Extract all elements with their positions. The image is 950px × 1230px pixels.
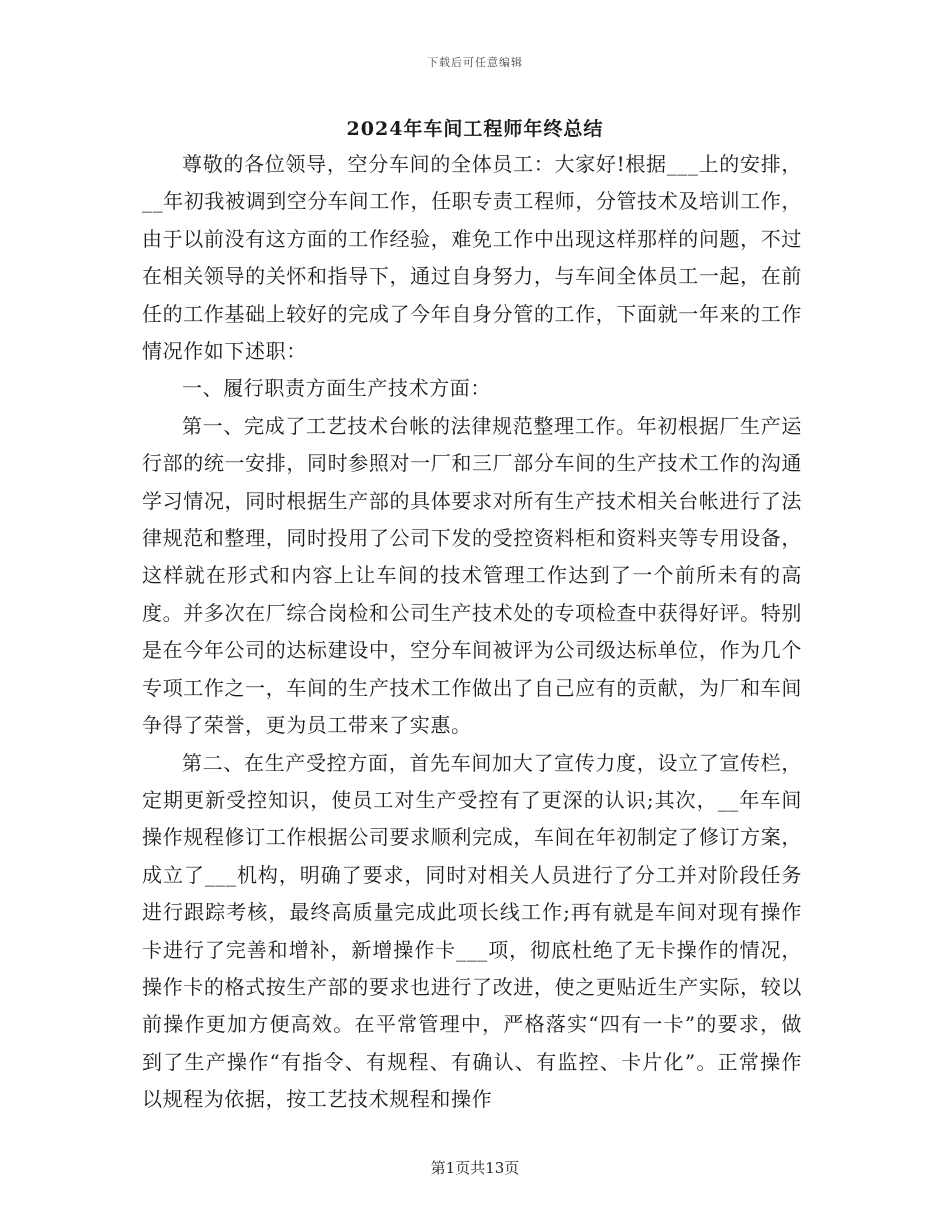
document-title: 2024年车间工程师年终总结 [346,118,604,140]
paragraph-section-heading: 一、履行职责方面生产技术方面： [182,376,491,401]
document-body [142,146,802,1119]
paragraph-first-point: 第一、完成了工艺技术台帐的法律规范整理工作。年初根据厂生产运行部的统一安排，同时参照对一厂和三厂部分车间的生产技术工作的沟通学习情况，同时根据生产部的具体要求对所有生产技术相关台帐进行了法律规范和整理，同时投用了公司下发的受控资料柜和资料夹等专用设备，这样就在形式和内容上让车间的技术管理工作达到了一个前所未有的高度。并多次在厂综合岗检和公司生产技术处的专项检查中获得好评。特别是在今年公司的达标建设中，空分车间被评为公司级达标单位，作为几个专项工作之一，车间的生产技术工作做出了自己应有的贡献，为厂和车间争得了荣誉，更为员工带来了实惠。 [142,413,802,738]
paragraph-second-point: 第二、在生产受控方面，首先车间加大了宣传力度，设立了宣传栏，定期更新受控知识，使员工对生产受控有了更深的认识;其次，__年车间操作规程修订工作根据公司要求顺利完成，车间在年初制定了修订方案，成立了___机构，明确了要求，同时对相关人员进行了分工并对阶段任务进行跟踪考核，最终高质量完成此项长线工作;再有就是车间对现有操作卡进行了完善和增补，新增操作卡___项，彻底杜绝了无卡操作的情况，操作卡的格式按生产部的要求也进行了改进，使之更贴近生产实际，较以前操作更加方便高效。在平常管理中，严格落实“四有一卡”的要求，做到了生产操作“有指令、有规程、有确认、有监控、卡片化”。正常操作以规程为依据，按工艺技术规程和操作 [142,750,802,1112]
page-footer: 第1页共13页 [430,1159,520,1177]
paragraph-intro: 尊敬的各位领导，空分车间的全体员工：大家好!根据___上的安排，__年初我被调到空分车间工作，任职专责工程师，分管技术及培训工作，由于以前没有这方面的工作经验，难免工作中出现这样那样的问题，不过在相关领导的关怀和指导下，通过自身努力，与车间全体员工一起，在前任的工作基础上较好的完成了今年自身分管的工作，下面就一年来的工作情况作如下述职： [142,152,802,364]
header-note: 下载后可任意编辑 [427,56,523,69]
